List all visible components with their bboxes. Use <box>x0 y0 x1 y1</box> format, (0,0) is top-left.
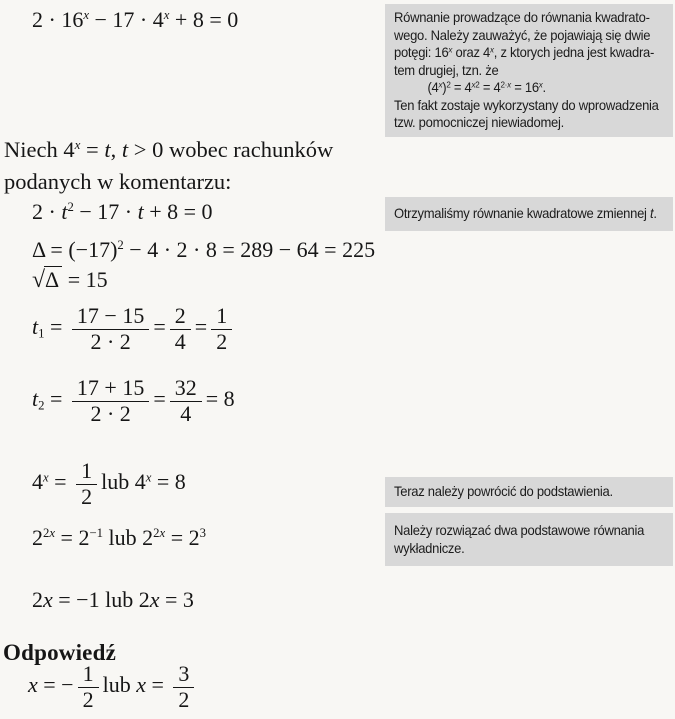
text-run: wego. Należy zauważyć, że pojawiają się dwie <box>394 26 651 43</box>
text-run: . <box>542 79 546 95</box>
text-run: = 2 <box>165 525 200 550</box>
text-run: Otrzymaliśmy równanie kwadratowe zmiennej <box>394 205 651 221</box>
exponent <box>43 526 55 540</box>
fraction <box>211 304 232 354</box>
comment-line <box>394 205 657 223</box>
numerator: 32 <box>174 375 197 400</box>
text-run: = 3 <box>159 587 194 612</box>
equation-original <box>32 6 238 34</box>
variable: t <box>650 205 654 221</box>
fraction <box>76 459 97 509</box>
comment-line <box>394 114 645 132</box>
comment-line <box>394 483 645 501</box>
exponent: x <box>438 79 443 90</box>
text-run: − 17 · <box>73 199 138 224</box>
subscript: 1 <box>38 326 45 341</box>
comment-line <box>394 96 659 115</box>
paragraph-line <box>4 166 333 198</box>
comment-box-quadratic-variable <box>385 197 673 231</box>
text-run: = 4 <box>450 79 472 95</box>
text-run: 2 <box>32 587 43 612</box>
variable: x <box>471 79 476 90</box>
fraction <box>78 662 99 712</box>
exponent: −1 <box>89 526 104 541</box>
text-run: lub 4 <box>101 469 146 495</box>
text-run: podanych w komentarzu: <box>4 169 232 194</box>
substitution-intro-text <box>4 134 333 198</box>
exponential-form-line <box>32 524 206 552</box>
variable: t <box>61 199 68 224</box>
text-run: lub <box>102 672 137 698</box>
text-run: 4 <box>32 469 43 495</box>
radicand: Δ <box>44 266 62 292</box>
quadratic-equation-line <box>32 198 213 226</box>
comment-box-return-substitution <box>385 477 673 507</box>
text-run: 2 <box>43 526 50 541</box>
fraction <box>170 304 191 354</box>
variable: t <box>137 199 144 224</box>
linear-equations-line <box>32 586 194 614</box>
text-run: lub 2 <box>103 525 154 550</box>
text-run: = <box>194 314 208 340</box>
variable: x <box>507 79 511 90</box>
exponent <box>472 80 480 90</box>
text-run: 2 · <box>32 199 62 224</box>
denominator: 4 <box>170 401 202 427</box>
text-run: = <box>80 137 105 162</box>
text-run: = <box>44 386 68 412</box>
variable: x <box>136 672 146 698</box>
variable: t <box>32 314 39 340</box>
exponent: x <box>83 8 89 23</box>
exponent: x <box>538 79 543 90</box>
variable: x <box>43 587 53 612</box>
numerator: 1 <box>82 661 94 686</box>
exponent: x <box>163 8 170 23</box>
text-run: = <box>48 469 73 495</box>
text-run: , <box>110 137 122 162</box>
text-run: wykładnicze. <box>394 539 465 556</box>
exponent: x <box>43 470 49 485</box>
variable: x <box>149 587 160 612</box>
exponent <box>153 526 165 540</box>
text-run: Należy rozwiązać dwa podstawowe równania <box>394 522 645 538</box>
text-run: tem drugiej, tzn. że <box>394 61 499 78</box>
exponent: 3 <box>199 526 207 541</box>
numerator: 1 <box>81 458 93 483</box>
numerator: 1 <box>216 303 228 328</box>
numerator: 17 + 15 <box>76 375 145 400</box>
text-run: = <box>153 386 166 412</box>
text-run: − 4 · 2 · 8 = 289 − 64 = 225 <box>123 237 376 262</box>
numerator: 2 <box>174 303 186 328</box>
text-run: (4 <box>427 79 439 95</box>
paragraph-line <box>4 134 333 166</box>
numerator: 3 <box>178 661 190 686</box>
exponent: 2 <box>67 200 74 215</box>
text-run: = 8 <box>205 386 235 412</box>
text-run: . <box>653 205 657 221</box>
exponent: 2 <box>117 238 124 253</box>
text-run: Niech 4 <box>4 137 75 162</box>
text-run: = 4 <box>479 79 501 95</box>
comment-box-quadratic-intro <box>385 4 673 137</box>
t2-solution-line <box>32 376 235 426</box>
text-run: 2 <box>475 79 480 90</box>
text-run: tzw. pomocniczej niewiadomej. <box>394 114 564 130</box>
comment-box-exponential-basic <box>385 513 673 566</box>
fraction <box>72 376 149 426</box>
variable: t <box>104 137 111 162</box>
text-run: 2 · 16 <box>32 7 84 32</box>
answer-line <box>28 662 198 712</box>
text-run: > 0 wobec rachunków <box>128 137 334 162</box>
fraction <box>170 376 202 426</box>
text-run: = <box>44 314 68 340</box>
exponent: x <box>74 136 81 152</box>
text-run: Δ = (−17) <box>32 237 118 262</box>
denominator: 2 <box>78 687 99 713</box>
text-run: = − <box>37 672 74 698</box>
text-run: , z ktorych jedna jest kwadra- <box>493 44 655 60</box>
text-run: + 8 = 0 <box>143 199 213 224</box>
denominator: 2 <box>173 687 194 713</box>
denominator: 2 · 2 <box>72 329 149 355</box>
subscript: 2 <box>38 398 45 413</box>
text-run: Ten fakt zostaje wykorzystany do wprowadzenia <box>394 96 659 113</box>
text-run: = −1 lub 2 <box>52 587 150 612</box>
text-run: = <box>153 314 166 340</box>
numerator: 17 − 15 <box>76 303 145 328</box>
comment-line <box>394 9 650 27</box>
radical-sign: √ <box>32 267 46 293</box>
comment-formula-line <box>394 79 645 97</box>
denominator: 4 <box>170 329 191 355</box>
denominator: 2 · 2 <box>72 401 149 427</box>
text-run: − 17 · 4 <box>89 7 164 32</box>
text-run: = <box>145 672 170 698</box>
discriminant-line <box>32 236 375 264</box>
exponent: x <box>490 44 494 55</box>
variable: t <box>32 386 39 412</box>
exponent: x <box>145 470 152 485</box>
text-run: potęgi: 16 <box>394 44 449 60</box>
text-run: = 2 <box>55 525 90 550</box>
fraction <box>72 304 149 354</box>
text-run: 2 <box>153 526 160 541</box>
sqrt-discriminant-line <box>32 266 108 296</box>
answer-heading: Odpowiedź <box>3 640 116 665</box>
comment-line <box>394 522 645 540</box>
t1-solution-line <box>32 304 236 354</box>
exponent: 2 <box>446 79 451 90</box>
text-run: 2· <box>500 79 508 90</box>
text-run: = 8 <box>151 469 186 495</box>
text-run: = 16 <box>510 79 539 95</box>
text-run: Równanie prowadzące do równania kwadrato- <box>394 9 650 25</box>
comment-line <box>394 26 651 45</box>
comment-line <box>394 44 655 62</box>
variable: x <box>28 672 38 698</box>
exponent <box>500 80 510 90</box>
variable: x <box>49 526 56 541</box>
exponent: x <box>448 44 453 55</box>
variable: t <box>121 137 129 162</box>
text-run: 2 <box>32 525 43 550</box>
fraction <box>173 662 194 712</box>
variable: x <box>159 526 166 541</box>
denominator: 2 <box>211 329 232 355</box>
denominator: 2 <box>76 484 97 510</box>
comment-line <box>394 62 645 80</box>
text-run: ) <box>442 79 447 95</box>
text-run: + 8 = 0 <box>169 7 239 32</box>
text-run: = 15 <box>62 267 108 292</box>
text-run: oraz 4 <box>452 44 491 60</box>
comment-line <box>394 540 645 558</box>
text-run: Teraz należy powrócić do podstawienia. <box>394 483 613 499</box>
back-substitution-line <box>32 459 186 509</box>
